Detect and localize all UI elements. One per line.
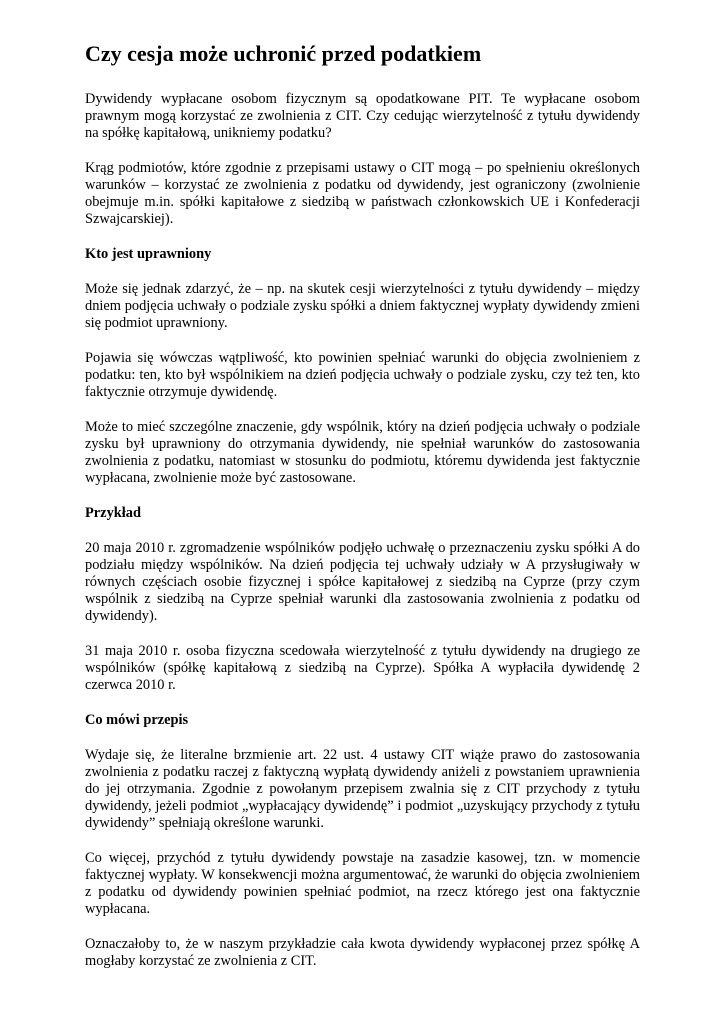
paragraph: Pojawia się wówczas wątpliwość, kto powinien spełniać warunki do objęcia zwolnieniem z podatku: ten, kto był wspólnikiem na dzień podjęcia uchwały o podziale zysku, czy też ten, kto faktycznie otrzymuje dywidendę. <box>85 350 640 400</box>
document-page <box>85 40 640 988</box>
paragraph: 20 maja 2010 r. zgromadzenie wspólników podjęło uchwałę o przeznaczeniu zysku spółki A do podziału między wspólników. Na dzień podjęcia tej uchwały udziały w A przysługiwały w równych częściach osobie fizycznej i spółce kapitałowej z siedzibą na Cyprze (przy czym wspólnik z siedzibą na Cyprze spełniał warunki dla zastosowania zwolnienia z podatku od dywidendy). <box>85 540 640 624</box>
section-heading-przyklad: Przykład <box>85 505 141 521</box>
paragraph: Może się jednak zdarzyć, że – np. na skutek cesji wierzytelności z tytułu dywidendy – między dniem podjęcia uchwały o podziale zysku spółki a dniem faktycznej wypłaty dywidendy zmieni się podmiot uprawniony. <box>85 281 640 331</box>
intro-paragraph: Dywidendy wypłacane osobom fizycznym są opodatkowane PIT. Te wypłacane osobom prawnym mogą korzystać ze zwolnienia z CIT. Czy cedując wierzytelność z tytułu dywidendy na spółkę kapitałową, unikniemy podatku? <box>85 91 640 141</box>
document-title: Czy cesja może uchronić przed podatkiem <box>85 41 482 66</box>
paragraph: Krąg podmiotów, które zgodnie z przepisami ustawy o CIT mogą – po spełnieniu określonych warunków – korzystać ze zwolnienia z podatku od dywidendy, jest ograniczony (zwolnienie obejmuje m.in. spółki kapitałowe z siedzibą w państwach członkowskich UE i Konfederacji Szwajcarskiej). <box>85 160 640 227</box>
paragraph: Co więcej, przychód z tytułu dywidendy powstaje na zasadzie kasowej, tzn. w momencie faktycznej wypłaty. W konsekwencji można argumentować, że warunki do objęcia zwolnieniem z podatku od dywidendy powinien spełniać podmiot, na rzecz którego jest ona faktycznie wypłacana. <box>85 850 640 917</box>
paragraph: Może to mieć szczególne znaczenie, gdy wspólnik, który na dzień podjęcia uchwały o podziale zysku był uprawniony do otrzymania dywidendy, nie spełniał warunków do zastosowania zwolnienia z podatku, natomiast w stosunku do podmiotu, któremu dywidenda jest faktycznie wypłacana, zwolnienie może być zastosowane. <box>85 419 640 486</box>
section-heading-kto-jest-uprawniony: Kto jest uprawniony <box>85 246 212 262</box>
paragraph: 31 maja 2010 r. osoba fizyczna scedowała wierzytelność z tytułu dywidendy na drugiego ze wspólników (spółkę kapitałową z siedzibą na Cyprze). Spółka A wypłaciła dywidendę 2 czerwca 2010 r. <box>85 643 640 693</box>
section-heading-co-mowi-przepis: Co mówi przepis <box>85 712 189 728</box>
paragraph: Wydaje się, że literalne brzmienie art. 22 ust. 4 ustawy CIT wiąże prawo do zastosowania zwolnienia z podatku raczej z faktyczną wypłatą dywidendy aniżeli z powstaniem uprawnienia do jej otrzymania. Zgodnie z powołanym przepisem zwalnia się z CIT przychody z tytułu dywidendy, jeżeli podmiot „wypłacający dywidendę” i podmiot „uzyskujący przychody z tytułu dywidendy” spełniają określone warunki. <box>85 747 640 831</box>
closing-paragraph: Oznaczałoby to, że w naszym przykładzie cała kwota dywidendy wypłaconej przez spółkę A mogłaby korzystać ze zwolnienia z CIT. <box>85 936 640 969</box>
